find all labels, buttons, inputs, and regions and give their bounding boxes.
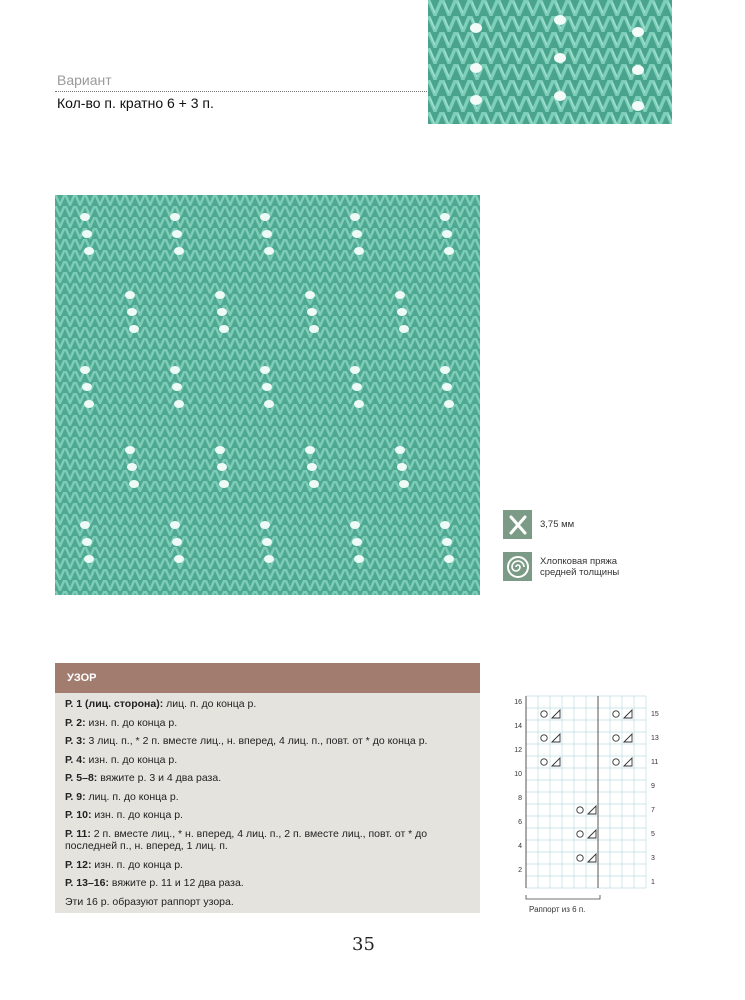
eyelet	[82, 230, 92, 238]
row-number-right: 1	[651, 879, 655, 886]
eyelet	[399, 325, 409, 333]
eyelet	[307, 308, 317, 316]
row-text: изн. п. до конца р.	[91, 858, 183, 871]
swatch-closeup-photo	[428, 0, 672, 124]
eyelet	[309, 325, 319, 333]
eyelet	[350, 366, 360, 374]
eyelet	[260, 366, 270, 374]
eyelet	[129, 480, 139, 488]
k2tog-symbol	[624, 734, 632, 742]
eyelet	[262, 538, 272, 546]
row-number-right: 7	[651, 807, 655, 814]
row-label: Р. 1 (лиц. сторона):	[65, 698, 164, 710]
row-label: Р. 12:	[65, 858, 92, 871]
yarn-over-symbol	[577, 855, 583, 861]
yarn-over-symbol	[541, 735, 547, 741]
eyelet	[260, 213, 270, 221]
row-text: изн. п. до конца р.	[85, 753, 178, 766]
row-text: 3 лиц. п., * 2 п. вместе лиц., н. вперед, 4 лиц. п., повт. от * до конца р.	[85, 735, 428, 747]
eyelet	[352, 538, 362, 546]
eyelet	[354, 400, 364, 408]
variant-label: Вариант	[57, 72, 112, 88]
eyelet	[80, 521, 90, 529]
eyelet	[264, 247, 274, 255]
k2tog-symbol	[552, 734, 560, 742]
row-number-right: 9	[651, 783, 655, 790]
eyelet	[350, 213, 360, 221]
eyelet	[174, 247, 184, 255]
pattern-row	[65, 717, 470, 730]
eyelet	[442, 230, 452, 238]
eyelet	[442, 383, 452, 391]
k2tog-symbol	[552, 710, 560, 718]
eyelet	[129, 325, 139, 333]
row-number-right: 3	[651, 855, 655, 862]
eyelet	[219, 480, 229, 488]
row-number-right: 5	[651, 831, 655, 838]
row-label: Р. 2:	[65, 716, 86, 729]
eyelet	[305, 291, 315, 299]
k2tog-symbol	[588, 854, 596, 862]
eyelet	[397, 463, 407, 471]
row-text: вяжите р. 3 и 4 два раза.	[97, 772, 222, 784]
yarn-ball-icon	[503, 552, 532, 581]
yarn-over-symbol	[541, 759, 547, 765]
row-text: 2 п. вместе лиц., * н. вперед, 4 лиц. п., 2 п. вместе лиц., повт. от * до последней п., н. вперед, 1 лиц. п.	[65, 827, 428, 852]
row-text: изн. п. до конца р.	[91, 809, 183, 821]
pattern-row	[65, 791, 470, 804]
pattern-footer: Эти 16 р. образуют раппорт узора.	[65, 895, 234, 908]
pattern-row	[65, 735, 470, 748]
eyelet	[82, 383, 92, 391]
pattern-instructions	[55, 663, 480, 913]
row-label: Р. 4:	[65, 753, 86, 766]
eyelet	[172, 230, 182, 238]
eyelet	[444, 247, 454, 255]
row-label: Р. 11:	[65, 827, 91, 840]
eyelet	[127, 463, 137, 471]
chart-symbols	[541, 710, 632, 862]
eyelet	[217, 308, 227, 316]
eyelet	[352, 230, 362, 238]
eyelet	[127, 308, 137, 316]
eyelet	[264, 400, 274, 408]
eyelet	[395, 446, 405, 454]
row-number-left: 4	[518, 843, 522, 850]
eyelet	[262, 230, 272, 238]
k2tog-symbol	[588, 830, 596, 838]
yarn-over-symbol	[613, 759, 619, 765]
row-label: Р. 3:	[65, 735, 86, 747]
eyelet	[354, 555, 364, 563]
eyelet	[350, 521, 360, 529]
legend-yarn	[503, 552, 619, 581]
row-number-left: 10	[514, 771, 522, 778]
row-number-left: 14	[514, 723, 522, 730]
row-number-left: 8	[518, 795, 522, 802]
k2tog-symbol	[552, 758, 560, 766]
knitting-chart	[503, 690, 659, 920]
stitch-count: Кол-во п. кратно 6 + 3 п.	[57, 95, 214, 111]
pattern-row	[65, 877, 470, 890]
row-text: вяжите р. 11 и 12 два раза.	[108, 877, 244, 889]
eyelet	[397, 308, 407, 316]
eyelet	[217, 463, 227, 471]
row-number-left: 12	[514, 747, 522, 754]
knitting-needles-icon	[503, 510, 532, 539]
eyelet	[172, 383, 182, 391]
eyelet	[170, 521, 180, 529]
row-label: Р. 9:	[65, 790, 86, 803]
eyelet	[399, 480, 409, 488]
eyelet	[174, 555, 184, 563]
pattern-title: УЗОР	[55, 663, 480, 693]
row-number-right: 11	[651, 759, 659, 766]
eyelet	[440, 521, 450, 529]
eyelet	[444, 555, 454, 563]
row-text: лиц. п. до конца р.	[85, 790, 179, 803]
eyelet	[440, 366, 450, 374]
eyelet	[264, 555, 274, 563]
repeat-bracket	[526, 895, 600, 899]
eyelet	[170, 366, 180, 374]
eyelet	[444, 400, 454, 408]
eyelet	[219, 325, 229, 333]
eyelet	[84, 247, 94, 255]
legend-needle-size	[503, 510, 574, 539]
eyelet	[82, 538, 92, 546]
row-number-right: 15	[651, 711, 659, 718]
eyelet	[84, 400, 94, 408]
eyelet	[215, 446, 225, 454]
yarn-over-symbol	[613, 735, 619, 741]
eyelet	[354, 247, 364, 255]
k2tog-symbol	[624, 710, 632, 718]
eyelet	[80, 213, 90, 221]
yarn-over-symbol	[577, 807, 583, 813]
eyelet	[260, 521, 270, 529]
chart-right-row-numbers	[651, 711, 659, 886]
yarn-type-text	[540, 556, 619, 578]
row-label: Р. 13–16:	[65, 877, 109, 889]
yarn-line1: Хлопковая пряжа	[540, 555, 618, 567]
eyelet	[440, 213, 450, 221]
row-number-right: 13	[651, 735, 659, 742]
row-number-left: 6	[518, 819, 522, 826]
k2tog-symbol	[588, 806, 596, 814]
pattern-row	[65, 828, 470, 853]
eyelet	[309, 480, 319, 488]
chart-left-row-numbers	[514, 699, 522, 874]
pattern-row	[65, 698, 470, 711]
eyelet	[442, 538, 452, 546]
row-number-left: 2	[518, 867, 522, 874]
row-number-left: 16	[514, 699, 522, 706]
eyelet	[174, 400, 184, 408]
needle-size-text: 3,75 мм	[540, 519, 575, 530]
eyelet	[172, 538, 182, 546]
k2tog-symbol	[624, 758, 632, 766]
yarn-over-symbol	[577, 831, 583, 837]
eyelet	[352, 383, 362, 391]
row-text: лиц. п. до конца р.	[163, 698, 257, 710]
pattern-row	[65, 772, 470, 785]
eyelet	[125, 446, 135, 454]
eyelet	[305, 446, 315, 454]
chart-grid	[526, 696, 646, 888]
page-number: 35	[352, 934, 375, 955]
row-text: изн. п. до конца р.	[85, 716, 178, 729]
eyelet	[170, 213, 180, 221]
eyelet	[80, 366, 90, 374]
divider	[55, 91, 427, 92]
pattern-rows	[55, 693, 480, 908]
pattern-row	[65, 754, 470, 767]
eyelet	[215, 291, 225, 299]
row-label: Р. 10:	[65, 809, 92, 821]
eyelet	[125, 291, 135, 299]
repeat-label: Раппорт из 6 п.	[529, 905, 586, 914]
eyelet	[262, 383, 272, 391]
yarn-over-symbol	[541, 711, 547, 717]
yarn-line2: средней толщины	[540, 566, 620, 578]
pattern-row	[65, 859, 470, 872]
yarn-over-symbol	[613, 711, 619, 717]
eyelet	[84, 555, 94, 563]
eyelet	[395, 291, 405, 299]
eyelet	[307, 463, 317, 471]
pattern-row	[65, 809, 470, 822]
row-label: Р. 5–8:	[65, 772, 98, 784]
swatch-photo	[55, 195, 480, 595]
